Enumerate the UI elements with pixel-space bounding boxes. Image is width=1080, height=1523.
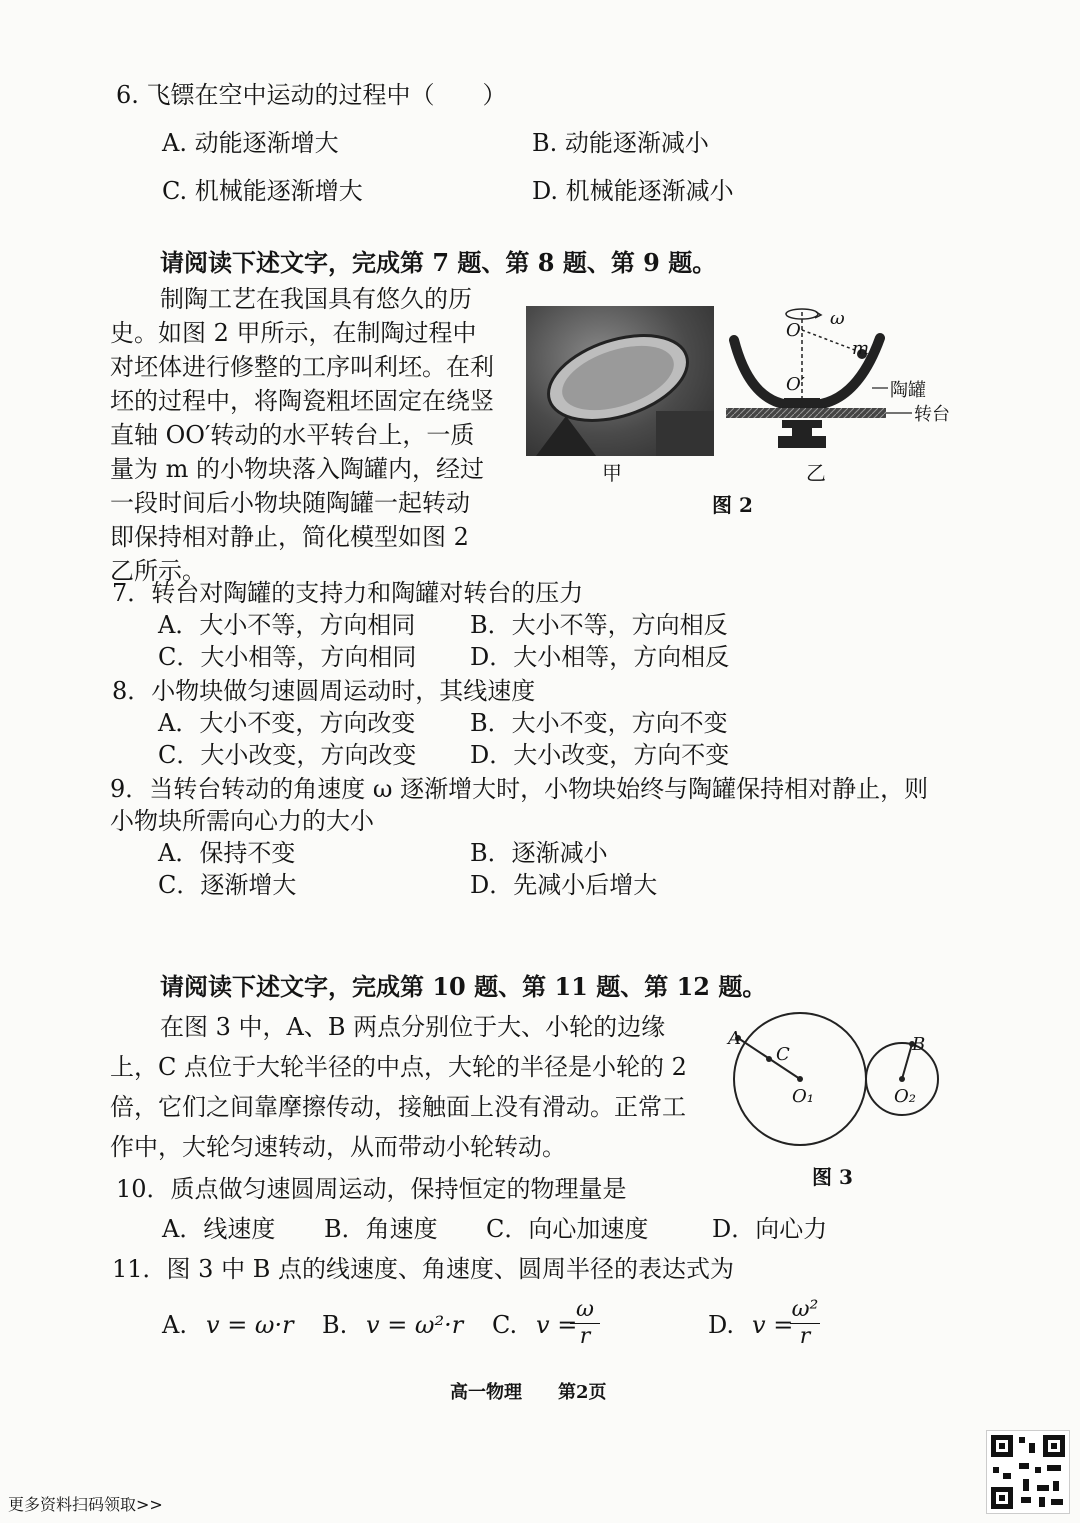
q10-option-c: C．向心加速度 xyxy=(486,1215,649,1243)
passage-line: 制陶工艺在我国具有悠久的历 xyxy=(160,285,472,313)
q10-option-a: A．线速度 xyxy=(162,1215,276,1243)
passage-line: 乙所示。 xyxy=(110,557,206,585)
passage-line: 上，C 点位于大轮半径的中点，大轮的半径是小轮的 2 xyxy=(110,1053,687,1081)
figure2-diagram xyxy=(722,300,972,475)
q11-option-a-letter: A. xyxy=(162,1311,187,1339)
q11-option-d-lhs: v = xyxy=(752,1311,794,1339)
q11-option-d-fraction xyxy=(790,1298,820,1349)
figure2-label-m: m xyxy=(852,338,870,359)
q7-option-c: C．大小相等，方向相同 xyxy=(158,643,417,671)
figure3-label-C: C xyxy=(776,1044,790,1065)
figure2-photo-pottery xyxy=(526,306,714,456)
passage-line: 对坯体进行修整的工序叫利坯。在利 xyxy=(110,353,494,381)
q7-option-a: A．大小不等，方向相同 xyxy=(158,611,416,639)
q7-option-d: D．大小相等，方向相反 xyxy=(470,643,730,671)
passage-line: 作中，大轮匀速转动，从而带动小轮转动。 xyxy=(110,1133,566,1161)
fraction-denominator: r xyxy=(579,1324,591,1349)
figure2-label-yi: 乙 xyxy=(806,461,826,485)
q8-option-c: C．大小改变，方向改变 xyxy=(158,741,417,769)
q7-option-b: B．大小不等，方向相反 xyxy=(470,611,728,639)
figure3-label-A: A xyxy=(728,1028,741,1049)
qr-code[interactable] xyxy=(986,1430,1070,1514)
q9-stem-line1: 9．当转台转动的角速度 ω 逐渐增大时，小物块始终与陶罐保持相对静止，则 xyxy=(110,775,929,803)
q9-option-d: D．先减小后增大 xyxy=(470,871,658,899)
passage-line: 量为 m 的小物块落入陶罐内，经过 xyxy=(110,455,485,483)
q11-option-d-letter: D. xyxy=(708,1311,735,1339)
figure2-label-table: 转台 xyxy=(914,404,950,425)
passage-line: 直轴 OO′转动的水平转台上，一质 xyxy=(110,421,475,449)
q6-option-b: B. 动能逐渐减小 xyxy=(532,129,709,157)
passage-line: 一段时间后小物块随陶罐一起转动 xyxy=(110,489,470,517)
q11-option-c-fraction xyxy=(570,1298,600,1349)
q6-option-a: A. 动能逐渐增大 xyxy=(162,129,339,157)
q9-option-b: B．逐渐减小 xyxy=(470,839,608,867)
q11-option-b-expr: v = ω²·r xyxy=(366,1311,464,1339)
q9-stem-line2: 小物块所需向心力的大小 xyxy=(110,807,374,835)
passage-line: 史。如图 2 甲所示，在制陶过程中 xyxy=(110,319,477,347)
qr-note: 更多资料扫码领取>> xyxy=(8,1495,163,1514)
figure2-label-pot: 陶罐 xyxy=(890,380,926,401)
fraction-denominator: r xyxy=(799,1324,811,1349)
figure2-label-omega: ω xyxy=(830,308,845,329)
q6-option-c: C. 机械能逐渐增大 xyxy=(162,177,363,205)
q9-option-c: C．逐渐增大 xyxy=(158,871,297,899)
q6-option-d: D. 机械能逐渐减小 xyxy=(532,177,734,205)
figure3-label-O1: O₁ xyxy=(792,1086,814,1107)
figure2-caption: 图 2 xyxy=(712,493,753,517)
q7-stem: 7．转台对陶罐的支持力和陶罐对转台的压力 xyxy=(112,579,584,607)
q8-stem: 8．小物块做匀速圆周运动时，其线速度 xyxy=(112,677,536,705)
section1-heading: 请阅读下述文字，完成第 7 题、第 8 题、第 9 题。 xyxy=(160,248,717,277)
fraction-numerator: ω xyxy=(576,1297,594,1322)
figure2-label-O: O xyxy=(786,320,801,341)
figure3-label-B: B xyxy=(912,1034,926,1055)
q10-stem: 10．质点做匀速圆周运动，保持恒定的物理量是 xyxy=(116,1175,627,1203)
figure3-diagram xyxy=(726,1006,946,1156)
q11-option-c-letter: C. xyxy=(492,1311,518,1339)
passage-line: 坯的过程中，将陶瓷粗坯固定在绕竖 xyxy=(110,387,494,415)
fraction-numerator: ω² xyxy=(791,1297,819,1322)
q11-option-c-lhs: v = xyxy=(536,1311,578,1339)
figure2-label-jia: 甲 xyxy=(602,461,622,485)
page-footer: 高一物理 第2页 xyxy=(450,1382,607,1403)
q11-stem: 11．图 3 中 B 点的线速度、角速度、圆周半径的表达式为 xyxy=(112,1255,734,1283)
passage-line: 倍，它们之间靠摩擦传动，接触面上没有滑动。正常工 xyxy=(110,1093,686,1121)
q6-stem: 6. 飞镖在空中运动的过程中（ ） xyxy=(116,81,507,109)
q10-option-d: D．向心力 xyxy=(712,1215,828,1243)
section2-heading: 请阅读下述文字，完成第 10 题、第 11 题、第 12 题。 xyxy=(160,972,767,1001)
q10-option-b: B．角速度 xyxy=(324,1215,438,1243)
q8-option-a: A．大小不变，方向改变 xyxy=(158,709,416,737)
figure3-label-O2: O₂ xyxy=(894,1086,916,1107)
figure3-caption: 图 3 xyxy=(812,1165,853,1189)
q11-option-b-letter: B. xyxy=(322,1311,348,1339)
passage-line: 即保持相对静止，简化模型如图 2 xyxy=(110,523,469,551)
q9-option-a: A．保持不变 xyxy=(158,839,296,867)
passage-line: 在图 3 中，A、B 两点分别位于大、小轮的边缘 xyxy=(160,1013,666,1041)
q11-option-a-expr: v = ω·r xyxy=(206,1311,294,1339)
figure2-label-O-prime: O′ xyxy=(786,374,805,395)
q8-option-d: D．大小改变，方向不变 xyxy=(470,741,730,769)
q8-option-b: B．大小不变，方向不变 xyxy=(470,709,728,737)
